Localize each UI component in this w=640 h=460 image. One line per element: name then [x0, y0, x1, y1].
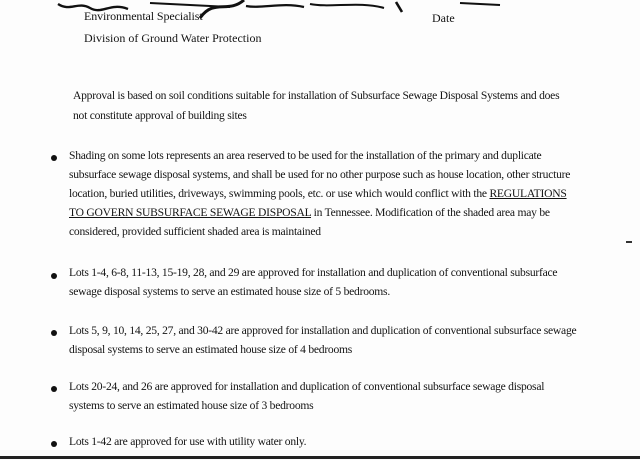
- bullet-marker: [51, 441, 57, 447]
- bullet-marker: [51, 330, 57, 336]
- bullet-marker: [51, 386, 57, 392]
- margin-mark: [626, 241, 632, 243]
- approval-statement: Approval is based on soil conditions suitable for installation of Subsurface Sewage Disposal Systems and does not constitute approval of building sites: [73, 89, 560, 122]
- signer-title: Environmental Specialist: [84, 9, 203, 23]
- utility-water-item: Lots 1-42 are approved for use with utility water only.: [69, 435, 307, 448]
- three-bedroom-lots-item: Lots 20-24, and 26 are approved for installation and duplication of conventional subsurface sewage disposal systems to serve an estimated house size of 3 bedrooms: [69, 380, 545, 412]
- five-bedroom-lots-item: Lots 1-4, 6-8, 11-13, 15-19, 28, and 29 are approved for installation and duplication of conventional subsurface sewage disposal systems to serve an estimated house size of 5 bedrooms.: [69, 266, 558, 298]
- shading-text-before: Shading on some lots represents an area reserved to be used for the installation of the primary and duplicate subsurface sewage disposal systems, and shall be used for no other purpose such as house location, other structure location, buried utilities, driveways, swimming pools, etc. or use which would conflict with the: [69, 149, 571, 200]
- four-bedroom-lots-item: Lots 5, 9, 10, 14, 25, 27, and 30-42 are approved for installation and duplication of conventional subsurface sewage disposal systems to serve an estimated house size of 4 bedrooms: [69, 324, 577, 356]
- shading-text-after: in Tennessee. Modification of the shaded area may be considered, provided sufficient shaded area is maintained: [69, 206, 550, 238]
- bottom-rule: [0, 456, 640, 459]
- signer-department: Division of Ground Water Protection: [84, 31, 262, 45]
- date-label: Date: [432, 11, 455, 25]
- shading-condition-item: [69, 146, 581, 241]
- bullet-marker: [51, 155, 57, 161]
- regulations-reference: REGULATIONS TO GOVERN SUBSURFACE SEWAGE DISPOSAL: [69, 187, 567, 219]
- bullet-marker: [51, 273, 57, 279]
